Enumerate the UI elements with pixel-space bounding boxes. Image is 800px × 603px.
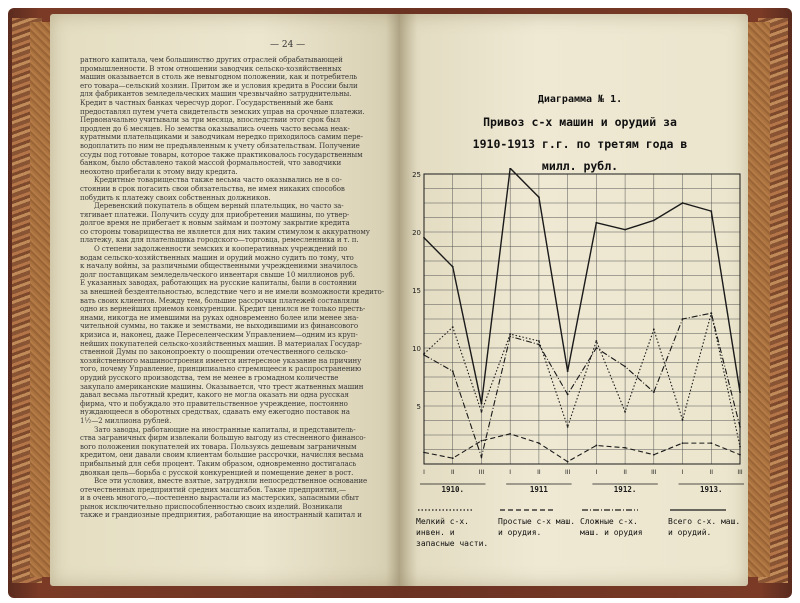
text-line: и в очень многого,—постепенно вырастали из мастерских, запасными сбыт [80, 494, 359, 503]
data-point [481, 456, 483, 458]
text-line: янами, никогда не имевшими на руках одновременно более или менее зна- [80, 313, 359, 322]
y-tick-label: 5 [416, 403, 421, 411]
text-line: Кредитные товарищества также весьма часто оказывались не в со- [94, 176, 342, 185]
data-point [538, 340, 540, 342]
data-point [538, 344, 540, 346]
legend-item [498, 505, 576, 538]
text-line: прибыльный для себя процент. Таким образом, одновременно достигалась [80, 459, 357, 468]
text-line: стоянии в срок погасить свои обязательства, не имея никаких способов [80, 184, 345, 193]
x-tick-label: III [564, 469, 571, 476]
data-point [739, 426, 741, 428]
legend-item [580, 505, 658, 538]
year-label: 1912. [613, 485, 637, 494]
legend-label: Простые с-х маш. и орудия. [498, 517, 576, 537]
legend-label: Мелкий с-х. инвен. и запасные части. [416, 517, 489, 548]
text-line: двоякая цель—борьба с русской конкуренцией и помещение денег в рост. [80, 468, 354, 477]
legend-label: Всего с-х. маш. и орудий. [668, 517, 741, 537]
text-line: Е указанных заводах, работающих на русские капиталы, были в состоянии [80, 279, 357, 288]
series-line-3 [424, 168, 740, 403]
text-line: куратными плательщиками и заводчикам нередко приходилось самим пере- [80, 133, 363, 142]
text-line: 1½—2 миллиона рублей. [80, 416, 172, 425]
left-page [50, 14, 400, 586]
x-tick-label: II [450, 469, 455, 476]
diagram-number: Диаграмма № 1. [537, 94, 623, 105]
x-tick-label: I [681, 469, 684, 476]
text-line: отечественных предприятий средних масштабов. Такие предприятия,— [80, 485, 346, 494]
text-line: водоплатить по ним не предъявленным к учету обязательствам. Получение [80, 141, 360, 150]
text-line: вать своих клиентов. Между тем, большие рассрочки платежей составляли [80, 296, 360, 305]
x-tick-label: II [709, 469, 714, 476]
data-point [653, 220, 655, 222]
y-tick-label: 15 [412, 287, 421, 295]
data-point [710, 312, 712, 314]
text-line: ства заграничных фирм извлекали большую выгоду из стесненного финансо- [80, 434, 366, 443]
text-line: Кредит в частных банках чересчур дорог. Государственный же банк [80, 98, 334, 107]
data-point [682, 202, 684, 204]
text-line: хозяйственного машиностроения имеется интересное указание на причину [80, 356, 362, 365]
data-point [739, 454, 741, 456]
chart-area [408, 168, 744, 498]
data-point [595, 222, 597, 224]
text-line: для фабрикантов земледельческих машин чрезвычайно затруднительны. [80, 90, 352, 99]
legend-swatch [416, 507, 476, 513]
data-point [595, 347, 597, 349]
text-line: кризиса и, наконец, даже Переселенческим Управлением—одним из круп- [80, 331, 358, 339]
text-line: закупало американские машины. Оказывается, что трест жатвенных машин [80, 382, 364, 391]
diagram-title-line-3: милл. рубл. [541, 159, 619, 173]
text-line: банком, было обставлено такой массой формальностей, что заводчики [80, 159, 342, 168]
data-point [595, 340, 597, 342]
year-label: 1911 [529, 485, 548, 494]
text-line: рынок исключительно приспособленностью своих изделий. Возникали [80, 502, 343, 511]
year-label: 1913. [699, 485, 723, 494]
text-line: фирма, что и побуждало это правительственное учреждение, постоянно [80, 399, 348, 408]
text-line: О степени задолженности земских и кооперативных учреждений по [94, 245, 348, 254]
legend-swatch [498, 507, 558, 513]
data-point [653, 454, 655, 456]
data-point [452, 266, 454, 268]
text-line: Деревенский покупатель в общем верный плательщик, но часто за- [94, 202, 344, 211]
data-point [509, 433, 511, 435]
text-line: за внешней бездеятельностью, вследствие чего и не имели возможности кредито- [80, 288, 385, 297]
y-tick-label: 10 [412, 345, 421, 353]
diagram-title-line-1: Привоз с-х машин и орудий за [483, 115, 677, 129]
data-point [452, 370, 454, 372]
data-point [452, 326, 454, 328]
data-point [710, 442, 712, 444]
text-line: кредитом, они давали своим клиентам большие рассрочки, начисляя весьма [80, 451, 364, 460]
text-line: побудить к платежу своих собственных должников. [80, 193, 271, 202]
series-line-1 [424, 434, 740, 462]
page-number: — 24 — [270, 40, 306, 50]
data-point [682, 442, 684, 444]
x-tick-label: III [737, 469, 743, 476]
text-line: давал весьма льготный кредит, какого не могла оказать ни одна русская [80, 391, 349, 400]
y-tick-label: 25 [412, 171, 421, 179]
text-line: платежу, как для плательщика городского—торговца, ремесленника и т. п. [80, 236, 359, 245]
data-point [624, 447, 626, 449]
data-point [423, 237, 425, 239]
text-line: Все эти условия, вместе взятые, затрудняли непосредственное основание [94, 477, 368, 486]
data-point [538, 196, 540, 198]
text-line: к началу войны, за различными общественными учреждениями значилось [80, 262, 358, 271]
data-point [538, 442, 540, 444]
data-point [509, 336, 511, 338]
text-line: продлен до 6 месяцев. Но земства оказывались очень часто весьма неак- [80, 124, 350, 133]
text-line: нуждающееся в оборотных средствах, сдавать ему ежегодно поставок на [80, 408, 350, 417]
data-point [481, 403, 483, 405]
text-line: одно из вернейших приемов конкуренции. Кредит ценился не только престь- [80, 305, 366, 314]
text-line: Первоначально учитывали за три месяца, впоследствии этот срок был [80, 116, 341, 125]
text-line: долг поставщикам земледельческого инвентаря свыше 10 миллионов руб. [80, 270, 355, 279]
text-line: орудий русского производства, тем не менее в громадном количестве [80, 373, 339, 382]
data-point [452, 457, 454, 459]
x-tick-label: II [537, 469, 541, 476]
x-tick-label: I [595, 469, 598, 476]
data-point [682, 318, 684, 320]
text-line: чительной суммы, но также и земствами, не выходившими из финансового [80, 322, 359, 331]
data-point [710, 210, 712, 212]
x-tick-label: III [651, 469, 657, 476]
data-point [423, 354, 425, 356]
text-line: Зато заводы, работающие на иностранные капиталы, и представитель- [94, 425, 356, 434]
text-line: ственной Думы по законопроекту о поощрении отечественного сельско- [80, 348, 348, 357]
data-point [481, 411, 483, 413]
data-point [567, 461, 569, 463]
data-point [739, 391, 741, 393]
data-point [624, 366, 626, 368]
x-tick-label: II [623, 469, 627, 476]
data-point [682, 419, 684, 421]
text-line: вого положения покупателей их товара. Пользуясь дешевым заграничным [80, 442, 357, 451]
data-point [481, 440, 483, 442]
text-line: предоставлял путем учета свидетельств земских управ на срочные платежи. [80, 107, 365, 116]
x-tick-label: III [478, 469, 485, 476]
legend-label: Сложные с-х. маш. и орудия [580, 517, 643, 537]
legend-swatch [668, 507, 728, 513]
y-tick-label: 20 [412, 229, 421, 237]
data-point [423, 452, 425, 454]
data-point [567, 370, 569, 372]
text-line: также и грандиозные предприятия, работающие на иностранный капитал и [80, 511, 362, 520]
text-line: ссуды под готовые товары, которое также практиковалось государственным [80, 150, 363, 159]
x-tick-label: I [509, 469, 512, 476]
data-point [653, 329, 655, 331]
data-point [624, 411, 626, 413]
text-line: ратного капитала, чем большинство других отраслей обрабатывающей [80, 56, 343, 64]
text-line: неохотно прибегали к этому виду кредита. [80, 167, 238, 176]
data-point [567, 394, 569, 396]
line-chart [408, 168, 744, 498]
text-line: нейших покупателей сельско-хозяйственных машин. В материалах Государ- [80, 339, 362, 348]
x-tick-label: I [423, 469, 425, 476]
text-line: машин оказывается в столь же невыгодном положении, как и потребитель [80, 73, 358, 82]
text-line: со стороны товарищества не является для них таким стимулом к аккуратному [80, 227, 370, 236]
data-point [567, 426, 569, 428]
text-line: водам сельско-хозяйственных машин и орудий можно судить по тому, что [80, 253, 354, 262]
text-line: промышленности. В этом отношении заводчик сельско-хозяйственных [80, 64, 342, 73]
legend-item [668, 505, 746, 538]
data-point [509, 333, 511, 335]
diagram-title [420, 94, 740, 177]
data-point [624, 229, 626, 231]
text-line: того, почему Управление, принципиально стремящееся к распространению [80, 365, 362, 374]
body-text [80, 56, 398, 576]
text-line: тягивает платежи. Получить ссуду для приобретения машины, по утвер- [80, 210, 350, 219]
text-line: долгое время не прибегает к новым займам и поэтому закрытие кредита [80, 219, 350, 228]
diagram-title-line-2: 1910-1913 г.г. по третям года в [472, 137, 688, 151]
legend-swatch [580, 507, 640, 513]
legend-item [416, 505, 494, 549]
data-point [739, 446, 741, 448]
text-line: его товара—сельский хозяин. Притом же и условия кредита в России были [80, 81, 358, 90]
data-point [595, 445, 597, 447]
year-label: 1910. [441, 485, 465, 494]
data-point [653, 391, 655, 393]
